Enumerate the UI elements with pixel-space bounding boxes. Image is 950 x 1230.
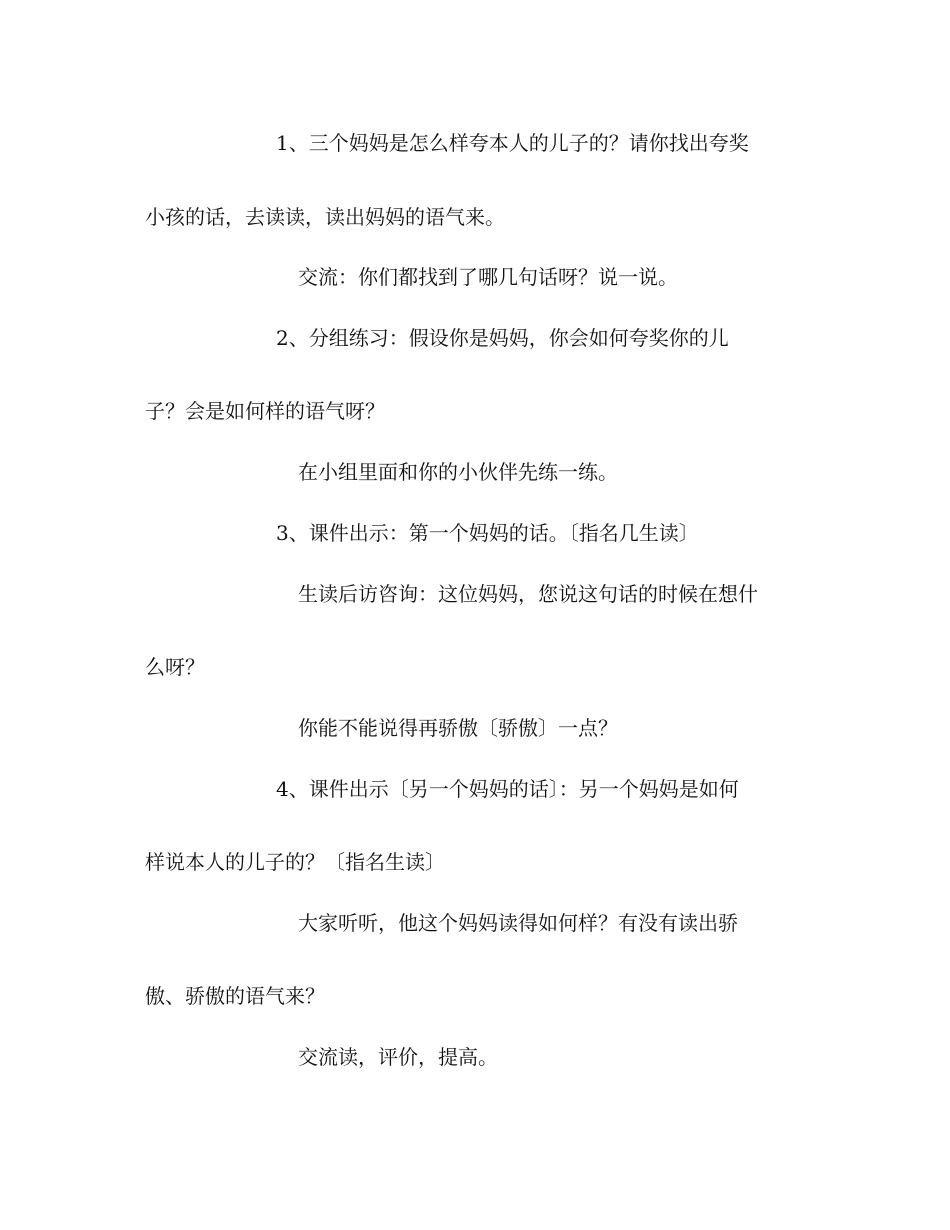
paragraph-line: 子？会是如何样的语气呀？ — [145, 399, 385, 423]
paragraph-line: 么呀？ — [145, 655, 205, 679]
paragraph-line: 生读后访咨询：这位妈妈，您说这句话的时候在想什 — [298, 582, 758, 606]
paragraph-line: 2、分组练习：假设你是妈妈，你会如何夸奖你的儿 — [276, 326, 729, 350]
paragraph-line: 3、课件出示：第一个妈妈的话。〔指名几生读〕 — [276, 521, 699, 545]
paragraph-line: 大家听听，他这个妈妈读得如何样？有没有读出骄 — [298, 911, 738, 935]
paragraph-line: 交流：你们都找到了哪几句话呀？说一说。 — [298, 265, 678, 289]
paragraph-line: 1、三个妈妈是怎么样夸本人的儿子的？请你找出夸奖 — [276, 131, 749, 155]
paragraph-line: 交流读，评价，提高。 — [298, 1045, 498, 1069]
paragraph-line: 傲、骄傲的语气来？ — [145, 984, 325, 1008]
paragraph-line: 在小组里面和你的小伙伴先练一练。 — [298, 460, 618, 484]
paragraph-line: 你能不能说得再骄傲〔骄傲〕一点？ — [298, 716, 618, 740]
paragraph-line: 样说本人的儿子的？〔指名生读〕 — [145, 850, 445, 874]
paragraph-line: 小孩的话，去读读，读出妈妈的语气来。 — [145, 205, 505, 229]
paragraph-line: 4、课件出示〔另一个妈妈的话〕：另一个妈妈是如何 — [276, 777, 739, 801]
